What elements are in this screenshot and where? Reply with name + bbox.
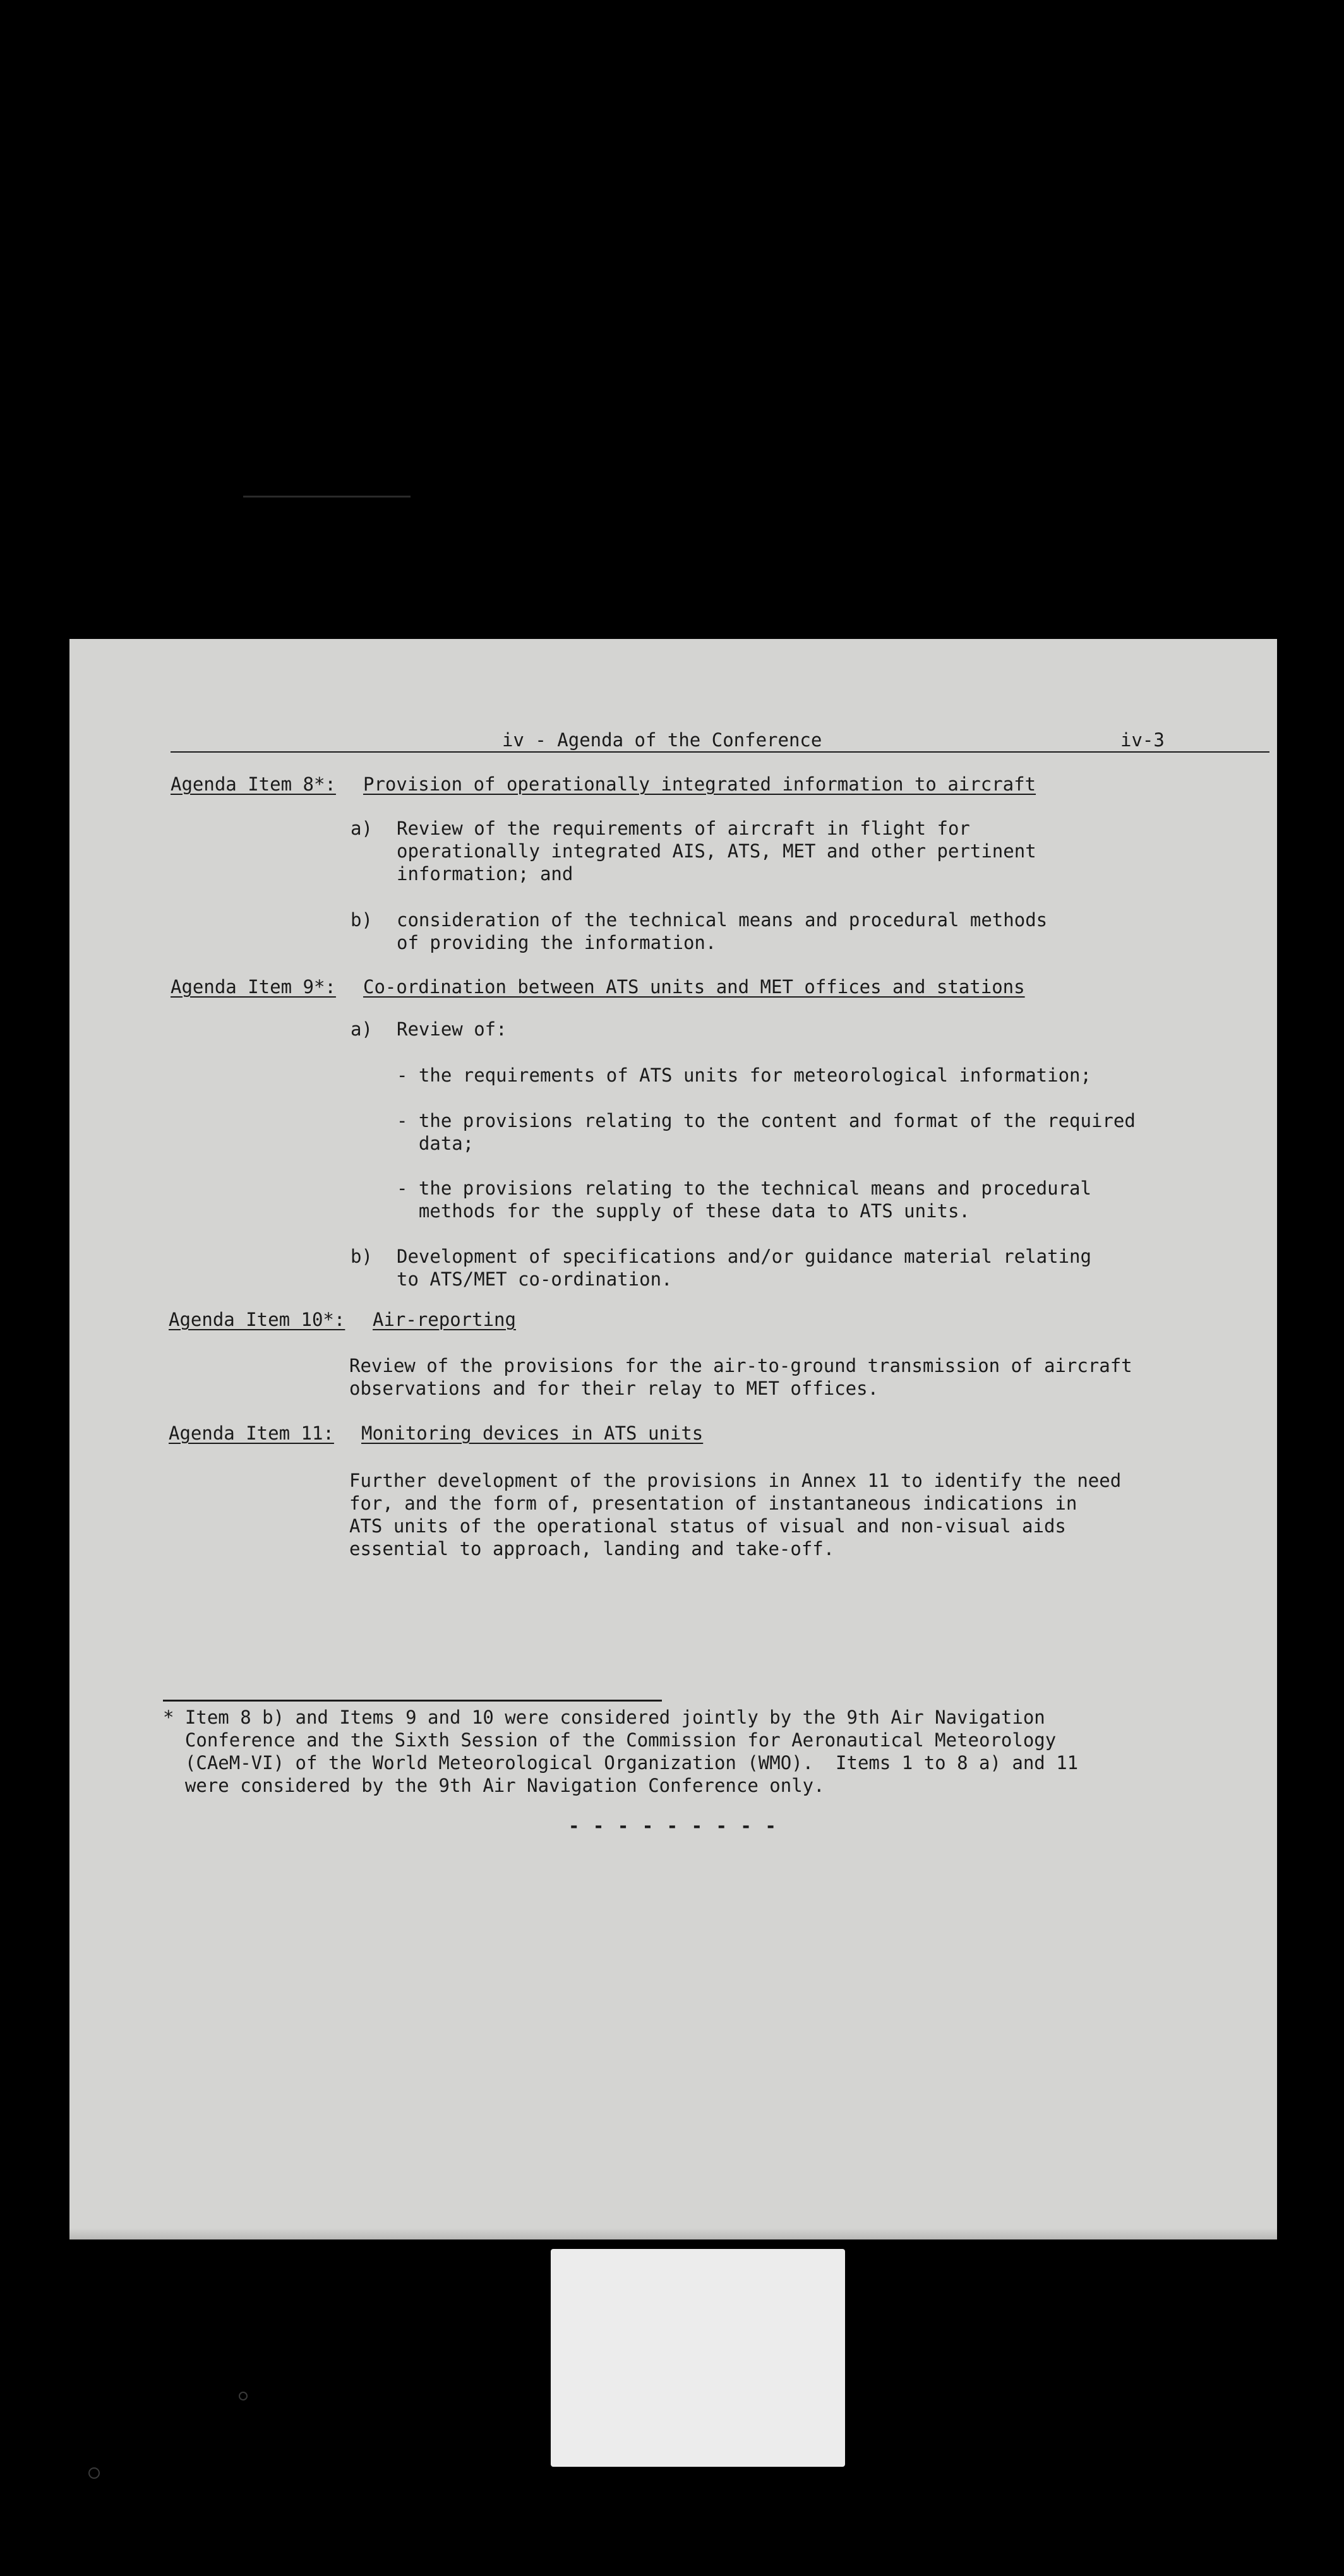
item-8-b-marker: b) xyxy=(351,909,373,931)
film-speck xyxy=(239,2392,248,2400)
item-9-dash-point: - the provisions relating to the content and format of the required xyxy=(397,1110,1136,1131)
agenda-item-10-label: Agenda Item 10*: xyxy=(169,1309,345,1330)
agenda-item-8-title: Provision of operationally integrated information to aircraft xyxy=(363,773,1036,795)
item-9-b-line: Development of specifications and/or guidance material relating xyxy=(397,1246,1091,1267)
footnote-line: (CAeM-VI) of the World Meteorological Organization (WMO). Items 1 to 8 a) and 11 xyxy=(163,1752,1079,1774)
item-10-line: Review of the provisions for the air-to-ground transmission of aircraft xyxy=(349,1355,1132,1376)
item-9-a-marker: a) xyxy=(351,1018,373,1040)
page-number: iv-3 xyxy=(1120,729,1165,751)
item-9-dash-point: - the requirements of ATS units for meteorological information; xyxy=(397,1064,1091,1086)
item-8-a-line: Review of the requirements of aircraft in flight for xyxy=(397,818,970,839)
footnote-rule xyxy=(163,1700,662,1702)
document-page xyxy=(69,639,1277,2239)
agenda-item-8-label: Agenda Item 8*: xyxy=(171,773,336,795)
item-9-dash-point: - the provisions relating to the technical means and procedural xyxy=(397,1178,1091,1199)
agenda-item-9-label: Agenda Item 9*: xyxy=(171,976,336,998)
agenda-item-11-label: Agenda Item 11: xyxy=(169,1422,334,1444)
footnote-line: were considered by the 9th Air Navigation Conference only. xyxy=(163,1775,825,1796)
item-9-a-text: Review of: xyxy=(397,1018,507,1040)
item-11-line: ATS units of the operational status of visual and non-visual aids xyxy=(349,1515,1066,1537)
agenda-item-11-title: Monitoring devices in ATS units xyxy=(361,1422,704,1444)
item-8-a-marker: a) xyxy=(351,818,373,839)
page-header-title: iv - Agenda of the Conference xyxy=(502,729,822,751)
footnote-line: Conference and the Sixth Session of the Commission for Aeronautical Meteorology xyxy=(163,1729,1057,1751)
item-9-b-marker: b) xyxy=(351,1246,373,1267)
item-8-a-line: information; and xyxy=(397,863,573,885)
agenda-item-10-title: Air-reporting xyxy=(373,1309,516,1330)
blank-card xyxy=(551,2249,845,2467)
film-edge-mark xyxy=(243,496,411,498)
agenda-item-9-title: Co-ordination between ATS units and MET offices and stations xyxy=(363,976,1025,998)
item-9-dash-point: data; xyxy=(397,1133,474,1154)
item-8-b-line: of providing the information. xyxy=(397,932,717,953)
film-speck xyxy=(88,2467,100,2479)
item-10-line: observations and for their relay to MET offices. xyxy=(349,1378,879,1399)
item-11-line: for, and the form of, presentation of instantaneous indications in xyxy=(349,1493,1077,1514)
item-8-b-line: consideration of the technical means and procedural methods xyxy=(397,909,1048,931)
header-rule xyxy=(171,751,1269,753)
item-11-line: essential to approach, landing and take-off. xyxy=(349,1538,835,1559)
item-9-dash-point: methods for the supply of these data to ATS units. xyxy=(397,1200,970,1222)
end-of-page-mark: - - - - - - - - - xyxy=(568,1815,777,1837)
item-9-b-line: to ATS/MET co-ordination. xyxy=(397,1268,673,1290)
item-8-a-line: operationally integrated AIS, ATS, MET and other pertinent xyxy=(397,840,1036,862)
item-11-line: Further development of the provisions in Annex 11 to identify the need xyxy=(349,1470,1122,1491)
footnote-line: * Item 8 b) and Items 9 and 10 were considered jointly by the 9th Air Navigation xyxy=(163,1707,1045,1728)
page-bottom-edge xyxy=(69,2228,1277,2239)
